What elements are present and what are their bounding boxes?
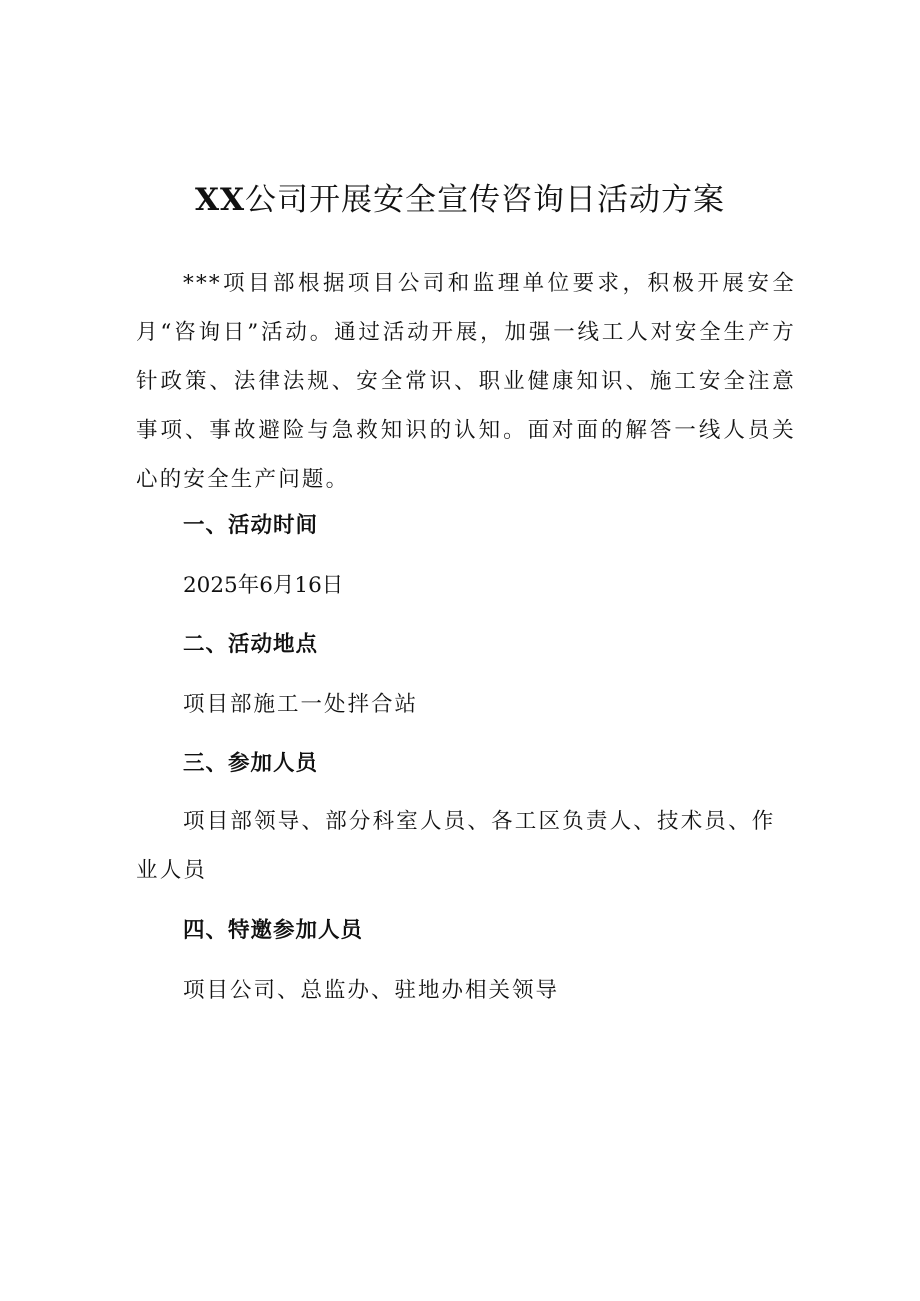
intro-paragraph: ***项目部根据项目公司和监理单位要求，积极开展安全月“咨询日”活动。通过活动开展，加强一线工人对安全生产方针政策、法律法规、安全常识、职业健康知识、施工安全注意事项、事故避险与急救知识的认知。面对面的解答一线人员关心的安全生产问题。 [136,271,796,492]
section-heading-participants: 三、参加人员 [183,751,319,776]
section-content-participants: 项目部领导、部分科室人员、各工区负责人、技术员、作业人员 [136,809,776,883]
section-heading-location: 二、活动地点 [183,632,319,657]
document-title [0,176,920,224]
section-content-time: 2025年6月16日 [183,573,344,598]
document-title-text: 公司开展安全宣传咨询日活动方案 [245,182,726,218]
section-content-location: 项目部施工一处拌合站 [183,692,419,717]
document-title-prefix: XX [194,182,246,218]
section-content-special-guests: 项目公司、总监办、驻地办相关领导 [183,978,560,1003]
section-heading-special-guests: 四、特邀参加人员 [183,918,364,943]
section-heading-time: 一、活动时间 [183,513,319,538]
